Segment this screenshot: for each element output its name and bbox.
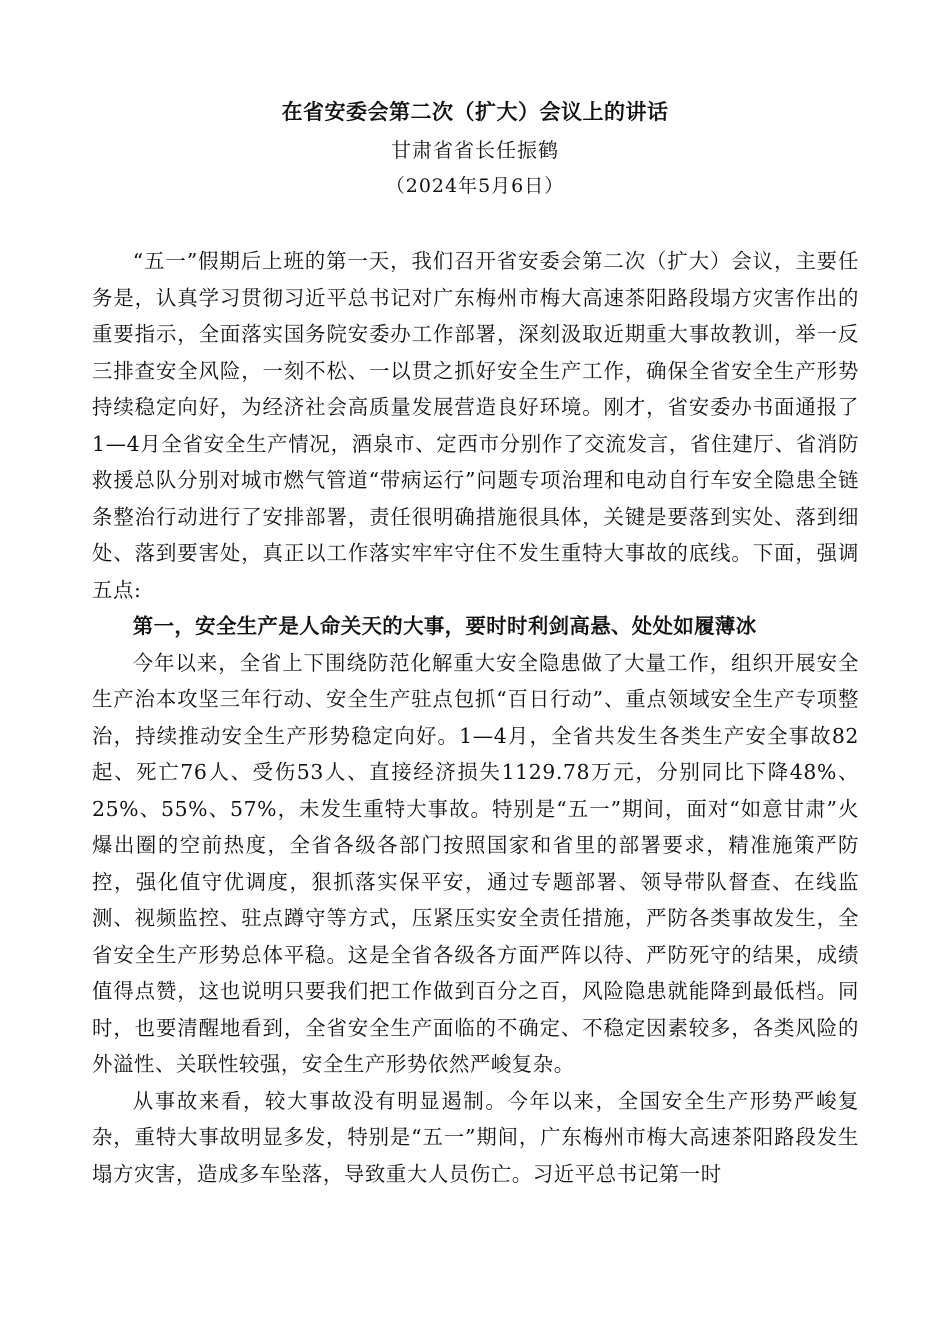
paragraph-safety-situation: 今年以来，全省上下围绕防范化解重大安全隐患做了大量工作，组织开展安全生产治本攻坚三年行动、安全生产驻点包抓“百日行动”、重点领域安全生产专项整治，持续推动安全生产形势稳定向好。1—4月，全省共发生各类生产安全事故82起、死亡76人、受伤53人、直接经济损失1129.78万元，分别同比下降48%、25%、55%、57%，未发生重特大事故。特别是“五一”期间，面对“如意甘肃”火爆出圈的空前热度，全省各级各部门按照国家和省里的部署要求，精准施策严防控，强化值守优调度，狠抓落实保平安，通过专题部署、领导带队督查、在线监测、视频监控、驻点蹲守等方式，压紧压实安全责任措施，严防各类事故发生，全省安全生产形势总体平稳。这是全省各级各方面严阵以待、严防死守的结果，成绩值得点赞，这也说明只要我们把工作做到百分之百，风险隐患就能降到最低档。同时，也要清醒地看到，全省安全生产面临的不确定、不稳定因素较多，各类风险的外溢性、关联性较强，安全生产形势依然严峻复杂。 bbox=[92, 650, 859, 1076]
paragraph-intro: “五一”假期后上班的第一天，我们召开省安委会第二次（扩大）会议，主要任务是，认真学习贯彻习近平总书记对广东梅州市梅大高速茶阳路段塌方灾害作出的重要指示，全面落实国务院安委办工作部署，深刻汲取近期重大事故教训，举一反三排查安全风险，一刻不松、一以贯之抓好安全生产工作，确保全省安全生产形势持续稳定向好，为经济社会高质量发展营造良好环境。刚才，省安委办书面通报了1—4月全省安全生产情况，酒泉市、定西市分别作了交流发言，省住建厅、省消防救援总队分别对城市燃气管道“带病运行”问题专项治理和电动自行车安全隐患全链条整治行动进行了安排部署，责任很明确措施很具体，关键是要落到实处、落到细处、落到要害处，真正以工作落实牢牢守住不发生重特大事故的底线。下面，强调五点: bbox=[92, 249, 859, 602]
speech-body bbox=[92, 243, 859, 1192]
section-heading-1: 第一，安全生产是人命关天的大事，要时时利剑高悬、处处如履薄冰 bbox=[132, 614, 757, 638]
speech-title: 在省安委会第二次（扩大）会议上的讲话 bbox=[281, 99, 669, 124]
speech-author: 甘肃省省长任振鹤 bbox=[391, 138, 559, 162]
paragraph-accident-analysis: 从事故来看，较大事故没有明显遏制。今年以来，全国安全生产形势严峻复杂，重特大事故明显多发，特别是“五一”期间，广东梅州市梅大高速茶阳路段发生塌方灾害，造成多车坠落，导致重大人员伤亡。习近平总书记第一时 bbox=[92, 1088, 859, 1186]
speech-date: （2024年5月6日） bbox=[385, 175, 565, 197]
